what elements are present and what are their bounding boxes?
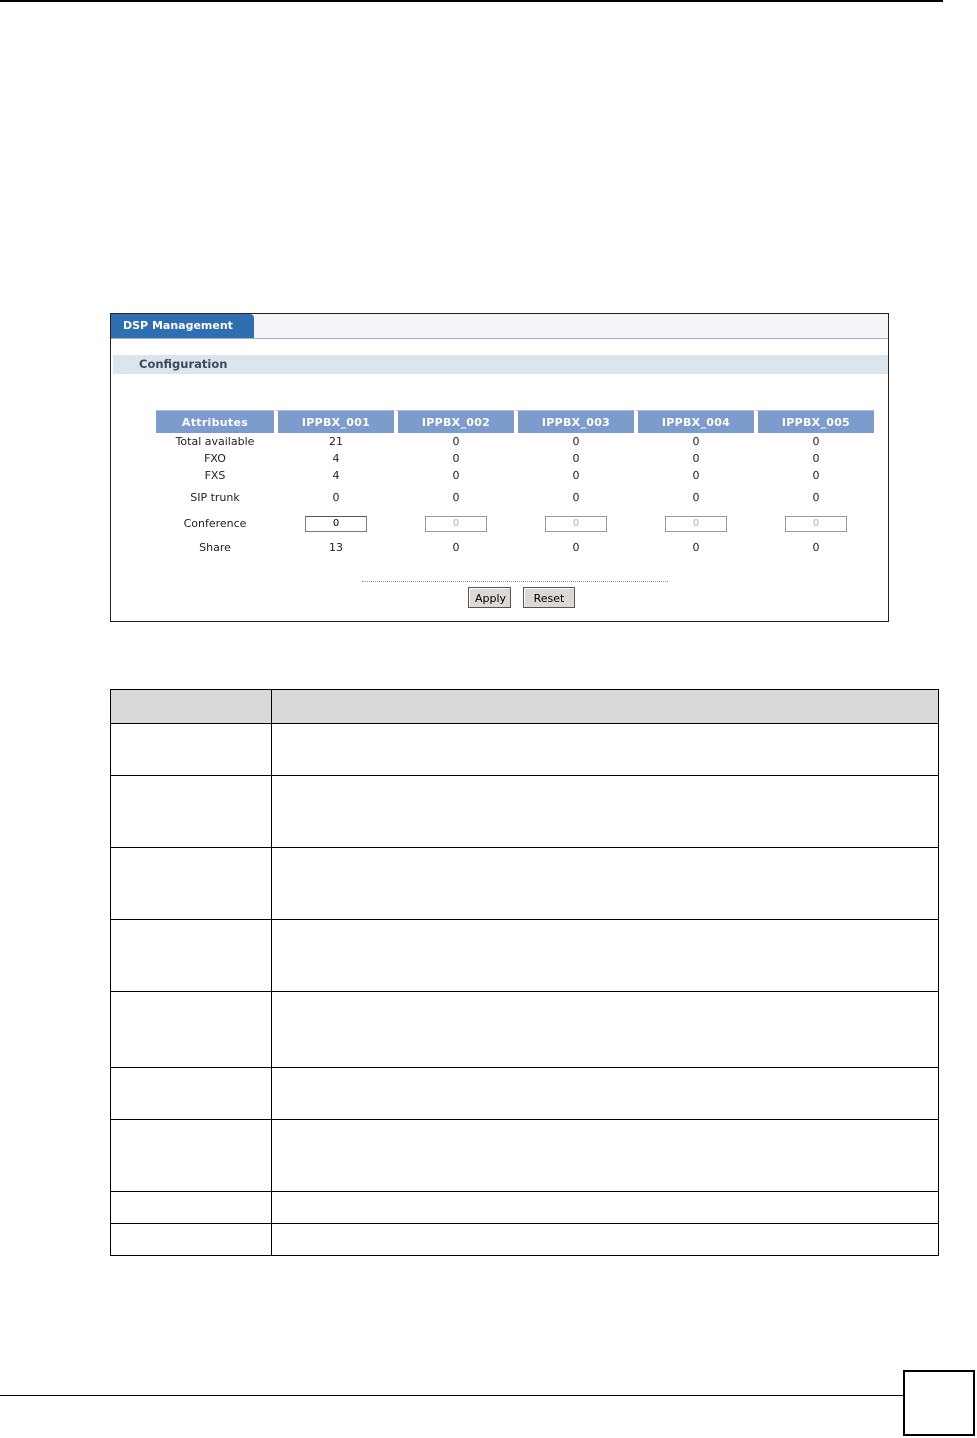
cell-value: 0 xyxy=(452,491,460,504)
table-row-fxo xyxy=(156,450,874,467)
row-label: SIP trunk xyxy=(190,491,240,504)
conference-cell xyxy=(394,511,514,536)
description-header-cell xyxy=(111,690,272,724)
table-row-sip-trunk xyxy=(156,484,874,511)
cell-value: 0 xyxy=(812,491,820,504)
tab-dsp-management[interactable]: DSP Management xyxy=(111,314,254,338)
page-number-box xyxy=(903,1370,975,1436)
cell-value: 4 xyxy=(332,469,340,482)
cell-value: 0 xyxy=(572,541,580,554)
section-title: Configuration xyxy=(113,355,888,374)
conference-cell xyxy=(514,511,634,536)
description-row xyxy=(111,1224,939,1256)
footer-rule xyxy=(0,1395,903,1396)
cell-value: 0 xyxy=(812,452,820,465)
cell-value: 0 xyxy=(692,452,700,465)
description-row xyxy=(111,920,939,992)
table-header-row xyxy=(156,410,874,433)
description-row xyxy=(111,1120,939,1192)
column-header: Attributes xyxy=(156,410,274,433)
cell-value: 0 xyxy=(692,469,700,482)
description-row xyxy=(111,992,939,1068)
description-header-cell xyxy=(272,690,939,724)
column-header: IPPBX_005 xyxy=(754,410,874,433)
row-label: Total available xyxy=(175,435,255,448)
description-table xyxy=(110,689,939,1256)
description-row xyxy=(111,1068,939,1120)
cell-value: 0 xyxy=(452,541,460,554)
cell-value: 0 xyxy=(452,469,460,482)
cell-value: 0 xyxy=(692,491,700,504)
table-row-total-available xyxy=(156,433,874,450)
column-header: IPPBX_002 xyxy=(394,410,514,433)
conference-cell xyxy=(754,511,874,536)
header-rule xyxy=(0,0,943,2)
cell-value: 0 xyxy=(812,541,820,554)
cell-value: 0 xyxy=(332,491,340,504)
conference-input-ippbx-003[interactable] xyxy=(545,516,607,532)
table-row-fxs xyxy=(156,467,874,484)
table-row-share xyxy=(156,536,874,559)
cell-value: 0 xyxy=(572,435,580,448)
cell-value: 0 xyxy=(452,435,460,448)
conference-input-ippbx-001[interactable] xyxy=(305,516,367,532)
dsp-management-screen xyxy=(110,313,889,622)
description-row xyxy=(111,776,939,848)
apply-button[interactable]: Apply xyxy=(468,587,511,608)
conference-input-ippbx-004[interactable] xyxy=(665,516,727,532)
tab-bar xyxy=(111,314,888,339)
row-label: Share xyxy=(199,541,231,554)
cell-value: 0 xyxy=(572,491,580,504)
conference-input-ippbx-005[interactable] xyxy=(785,516,847,532)
column-header: IPPBX_003 xyxy=(514,410,634,433)
cell-value: 0 xyxy=(812,469,820,482)
cell-value: 13 xyxy=(329,541,343,554)
conference-input-ippbx-002[interactable] xyxy=(425,516,487,532)
cell-value: 0 xyxy=(572,469,580,482)
column-header: IPPBX_001 xyxy=(274,410,394,433)
cell-value: 4 xyxy=(332,452,340,465)
row-label: FXS xyxy=(204,469,226,482)
cell-value: 21 xyxy=(329,435,343,448)
conference-cell xyxy=(634,511,754,536)
cell-value: 0 xyxy=(692,541,700,554)
description-row xyxy=(111,848,939,920)
description-row xyxy=(111,1192,939,1224)
reset-button[interactable]: Reset xyxy=(523,587,575,608)
conference-cell xyxy=(274,511,394,536)
row-label: FXO xyxy=(204,452,226,465)
cell-value: 0 xyxy=(692,435,700,448)
button-divider xyxy=(362,581,668,582)
description-row xyxy=(111,724,939,776)
description-header-row xyxy=(111,690,939,724)
dsp-table xyxy=(156,410,874,559)
cell-value: 0 xyxy=(572,452,580,465)
column-header: IPPBX_004 xyxy=(634,410,754,433)
row-label: Conference xyxy=(183,517,247,530)
cell-value: 0 xyxy=(812,435,820,448)
cell-value: 0 xyxy=(452,452,460,465)
table-row-conference xyxy=(156,511,874,536)
